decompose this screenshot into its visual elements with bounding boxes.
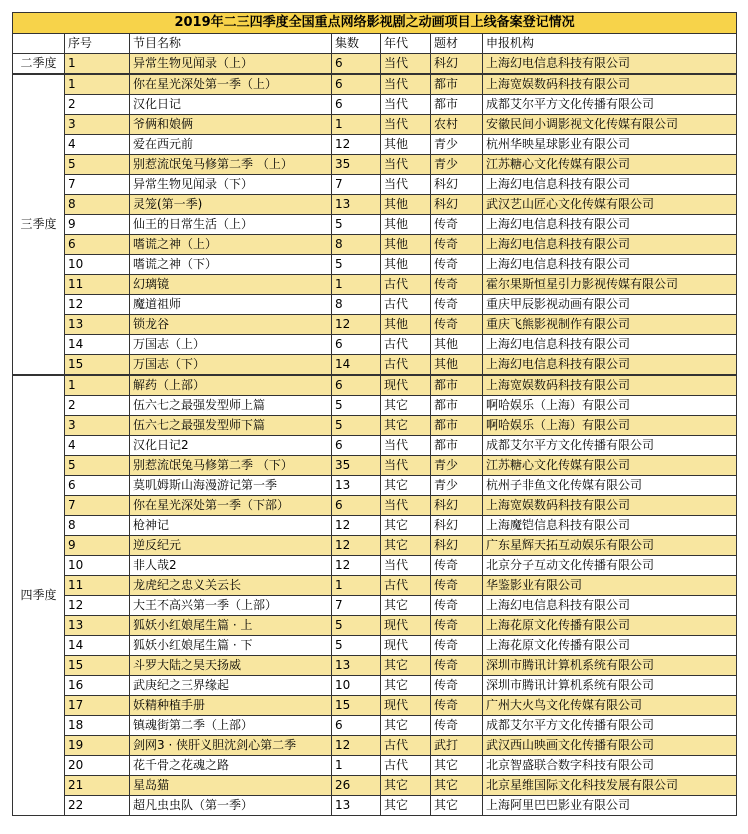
cell-index: 3 xyxy=(65,115,130,135)
cell-genre: 传奇 xyxy=(431,716,483,736)
cell-era: 古代 xyxy=(381,355,431,376)
cell-genre: 青少 xyxy=(431,155,483,175)
cell-genre: 传奇 xyxy=(431,676,483,696)
table-row xyxy=(13,416,737,436)
cell-genre: 其他 xyxy=(431,335,483,355)
cell-organization: 啊哈娱乐（上海）有限公司 xyxy=(483,396,737,416)
cell-index: 5 xyxy=(65,155,130,175)
table-row xyxy=(13,275,737,295)
cell-episodes: 13 xyxy=(332,476,381,496)
table-row xyxy=(13,696,737,716)
cell-organization: 成都艾尔平方文化传播有限公司 xyxy=(483,716,737,736)
cell-era: 其他 xyxy=(381,255,431,275)
cell-index: 11 xyxy=(65,275,130,295)
cell-organization: 上海花原文化传播有限公司 xyxy=(483,616,737,636)
table-row xyxy=(13,215,737,235)
cell-program-name: 魔道祖师 xyxy=(130,295,332,315)
cell-era: 其他 xyxy=(381,195,431,215)
cell-index: 1 xyxy=(65,375,130,396)
cell-genre: 传奇 xyxy=(431,636,483,656)
table-row xyxy=(13,115,737,135)
cell-program-name: 龙虎纪之忠义关云长 xyxy=(130,576,332,596)
cell-era: 其它 xyxy=(381,796,431,816)
cell-program-name: 斗罗大陆之昊天扬威 xyxy=(130,656,332,676)
cell-index: 7 xyxy=(65,175,130,195)
cell-genre: 都市 xyxy=(431,416,483,436)
table-row xyxy=(13,796,737,816)
cell-index: 13 xyxy=(65,315,130,335)
cell-genre: 都市 xyxy=(431,396,483,416)
cell-episodes: 5 xyxy=(332,255,381,275)
cell-organization: 江苏糖心文化传媒有限公司 xyxy=(483,155,737,175)
cell-episodes: 12 xyxy=(332,556,381,576)
cell-index: 10 xyxy=(65,255,130,275)
cell-episodes: 5 xyxy=(332,416,381,436)
cell-organization: 北京分子互动文化传播有限公司 xyxy=(483,556,737,576)
cell-genre: 传奇 xyxy=(431,295,483,315)
cell-program-name: 伍六七之最强发型师上篇 xyxy=(130,396,332,416)
table-row xyxy=(13,756,737,776)
cell-era: 其它 xyxy=(381,416,431,436)
cell-program-name: 超凡虫虫队（第一季） xyxy=(130,796,332,816)
cell-episodes: 12 xyxy=(332,536,381,556)
table-row xyxy=(13,375,737,396)
table-row xyxy=(13,596,737,616)
cell-era: 古代 xyxy=(381,335,431,355)
cell-era: 其它 xyxy=(381,676,431,696)
cell-genre: 都市 xyxy=(431,95,483,115)
cell-program-name: 别惹流氓兔马修第二季 （上） xyxy=(130,155,332,175)
cell-index: 14 xyxy=(65,636,130,656)
cell-era: 古代 xyxy=(381,736,431,756)
cell-program-name: 你在星光深处第一季（下部） xyxy=(130,496,332,516)
cell-index: 9 xyxy=(65,215,130,235)
table-row xyxy=(13,496,737,516)
cell-episodes: 13 xyxy=(332,796,381,816)
cell-organization: 上海宽娱数码科技有限公司 xyxy=(483,74,737,95)
cell-program-name: 非人哉2 xyxy=(130,556,332,576)
cell-genre: 传奇 xyxy=(431,576,483,596)
cell-episodes: 13 xyxy=(332,195,381,215)
table-row xyxy=(13,456,737,476)
cell-genre: 其它 xyxy=(431,796,483,816)
cell-program-name: 汉化日记 xyxy=(130,95,332,115)
cell-genre: 科幻 xyxy=(431,54,483,75)
cell-episodes: 1 xyxy=(332,275,381,295)
cell-index: 10 xyxy=(65,556,130,576)
cell-index: 15 xyxy=(65,355,130,376)
cell-program-name: 爱在西元前 xyxy=(130,135,332,155)
cell-organization: 安徽民间小调影视文化传媒有限公司 xyxy=(483,115,737,135)
cell-episodes: 15 xyxy=(332,696,381,716)
table-row xyxy=(13,295,737,315)
cell-episodes: 8 xyxy=(332,295,381,315)
table-row xyxy=(13,736,737,756)
cell-genre: 都市 xyxy=(431,375,483,396)
cell-index: 4 xyxy=(65,436,130,456)
header-index: 序号 xyxy=(65,34,130,54)
cell-episodes: 5 xyxy=(332,636,381,656)
cell-genre: 传奇 xyxy=(431,275,483,295)
table-row xyxy=(13,155,737,175)
table-row xyxy=(13,396,737,416)
cell-index: 9 xyxy=(65,536,130,556)
header-row xyxy=(13,34,737,54)
cell-program-name: 爷俩和娘俩 xyxy=(130,115,332,135)
cell-index: 11 xyxy=(65,576,130,596)
cell-episodes: 6 xyxy=(332,496,381,516)
cell-program-name: 别惹流氓兔马修第二季 （下） xyxy=(130,456,332,476)
cell-episodes: 6 xyxy=(332,95,381,115)
cell-program-name: 大王不高兴第一季（上部） xyxy=(130,596,332,616)
cell-organization: 广东星辉天拓互动娱乐有限公司 xyxy=(483,536,737,556)
cell-era: 其它 xyxy=(381,536,431,556)
cell-organization: 上海幻电信息科技有限公司 xyxy=(483,215,737,235)
cell-organization: 广州大火鸟文化传媒有限公司 xyxy=(483,696,737,716)
cell-era: 其它 xyxy=(381,596,431,616)
cell-index: 20 xyxy=(65,756,130,776)
table-row xyxy=(13,656,737,676)
cell-index: 3 xyxy=(65,416,130,436)
table-row xyxy=(13,436,737,456)
cell-episodes: 7 xyxy=(332,175,381,195)
cell-index: 6 xyxy=(65,235,130,255)
table-row xyxy=(13,616,737,636)
table-title: 2019年二三四季度全国重点网络影视剧之动画项目上线备案登记情况 xyxy=(13,13,737,34)
cell-era: 其他 xyxy=(381,215,431,235)
cell-era: 当代 xyxy=(381,556,431,576)
cell-episodes: 12 xyxy=(332,736,381,756)
cell-era: 其他 xyxy=(381,135,431,155)
cell-genre: 农村 xyxy=(431,115,483,135)
cell-era: 其它 xyxy=(381,516,431,536)
cell-episodes: 8 xyxy=(332,235,381,255)
cell-era: 现代 xyxy=(381,696,431,716)
cell-program-name: 莫叽姆斯山海漫游记第一季 xyxy=(130,476,332,496)
cell-organization: 北京星维国际文化科技发展有限公司 xyxy=(483,776,737,796)
cell-genre: 都市 xyxy=(431,74,483,95)
cell-episodes: 6 xyxy=(332,74,381,95)
table-row xyxy=(13,776,737,796)
cell-era: 当代 xyxy=(381,175,431,195)
cell-organization: 上海幻电信息科技有限公司 xyxy=(483,355,737,376)
cell-era: 当代 xyxy=(381,496,431,516)
cell-genre: 传奇 xyxy=(431,656,483,676)
cell-episodes: 10 xyxy=(332,676,381,696)
cell-genre: 科幻 xyxy=(431,536,483,556)
cell-genre: 科幻 xyxy=(431,175,483,195)
cell-genre: 科幻 xyxy=(431,195,483,215)
cell-organization: 北京智盛联合数字科技有限公司 xyxy=(483,756,737,776)
cell-program-name: 锁龙谷 xyxy=(130,315,332,335)
table-row xyxy=(13,54,737,75)
cell-era: 当代 xyxy=(381,95,431,115)
header-organization: 申报机构 xyxy=(483,34,737,54)
cell-episodes: 6 xyxy=(332,335,381,355)
cell-index: 7 xyxy=(65,496,130,516)
table-row xyxy=(13,355,737,376)
cell-index: 12 xyxy=(65,596,130,616)
cell-program-name: 幻璃镜 xyxy=(130,275,332,295)
cell-organization: 上海魔铠信息科技有限公司 xyxy=(483,516,737,536)
cell-era: 古代 xyxy=(381,756,431,776)
cell-episodes: 5 xyxy=(332,396,381,416)
cell-program-name: 武庚纪之三界缘起 xyxy=(130,676,332,696)
cell-genre: 青少 xyxy=(431,476,483,496)
cell-organization: 上海幻电信息科技有限公司 xyxy=(483,335,737,355)
cell-era: 当代 xyxy=(381,456,431,476)
cell-organization: 杭州子非鱼文化传媒有限公司 xyxy=(483,476,737,496)
cell-genre: 传奇 xyxy=(431,596,483,616)
header-genre: 题材 xyxy=(431,34,483,54)
cell-program-name: 花千骨之花魂之路 xyxy=(130,756,332,776)
cell-index: 18 xyxy=(65,716,130,736)
cell-episodes: 35 xyxy=(332,456,381,476)
cell-program-name: 剑网3 · 侠肝义胆沈剑心第二季 xyxy=(130,736,332,756)
cell-program-name: 异常生物见闻录（下） xyxy=(130,175,332,195)
cell-organization: 上海幻电信息科技有限公司 xyxy=(483,596,737,616)
table-row xyxy=(13,476,737,496)
cell-program-name: 嗜谎之神（下） xyxy=(130,255,332,275)
cell-era: 当代 xyxy=(381,54,431,75)
cell-genre: 其它 xyxy=(431,756,483,776)
cell-genre: 传奇 xyxy=(431,235,483,255)
cell-program-name: 异常生物见闻录（上） xyxy=(130,54,332,75)
cell-genre: 青少 xyxy=(431,135,483,155)
cell-program-name: 逆反纪元 xyxy=(130,536,332,556)
cell-era: 其它 xyxy=(381,656,431,676)
cell-genre: 科幻 xyxy=(431,496,483,516)
cell-episodes: 1 xyxy=(332,115,381,135)
cell-index: 16 xyxy=(65,676,130,696)
cell-era: 当代 xyxy=(381,155,431,175)
cell-organization: 霍尔果斯恒星引力影视传媒有限公司 xyxy=(483,275,737,295)
cell-index: 1 xyxy=(65,54,130,75)
cell-index: 14 xyxy=(65,335,130,355)
table-row xyxy=(13,636,737,656)
cell-organization: 华鉴影业有限公司 xyxy=(483,576,737,596)
cell-organization: 成都艾尔平方文化传播有限公司 xyxy=(483,436,737,456)
cell-index: 19 xyxy=(65,736,130,756)
cell-genre: 传奇 xyxy=(431,315,483,335)
cell-organization: 上海幻电信息科技有限公司 xyxy=(483,175,737,195)
header-episodes: 集数 xyxy=(332,34,381,54)
cell-organization: 上海花原文化传播有限公司 xyxy=(483,636,737,656)
cell-organization: 上海宽娱数码科技有限公司 xyxy=(483,496,737,516)
cell-genre: 传奇 xyxy=(431,255,483,275)
cell-organization: 江苏糖心文化传媒有限公司 xyxy=(483,456,737,476)
cell-era: 当代 xyxy=(381,436,431,456)
cell-organization: 武汉艺山匠心文化传媒有限公司 xyxy=(483,195,737,215)
cell-era: 其它 xyxy=(381,716,431,736)
cell-episodes: 6 xyxy=(332,716,381,736)
cell-index: 1 xyxy=(65,74,130,95)
cell-episodes: 1 xyxy=(332,576,381,596)
cell-program-name: 仙王的日常生活（上） xyxy=(130,215,332,235)
table-row xyxy=(13,315,737,335)
cell-organization: 武汉西山映画文化传播有限公司 xyxy=(483,736,737,756)
cell-era: 现代 xyxy=(381,616,431,636)
season-label: 四季度 xyxy=(13,375,65,816)
cell-program-name: 狐妖小红娘尾生篇 · 下 xyxy=(130,636,332,656)
cell-program-name: 镇魂街第二季（上部） xyxy=(130,716,332,736)
cell-organization: 成都艾尔平方文化传播有限公司 xyxy=(483,95,737,115)
cell-era: 当代 xyxy=(381,74,431,95)
table-row xyxy=(13,135,737,155)
cell-program-name: 解药（上部） xyxy=(130,375,332,396)
table-row xyxy=(13,175,737,195)
cell-organization: 上海幻电信息科技有限公司 xyxy=(483,54,737,75)
cell-episodes: 13 xyxy=(332,656,381,676)
cell-genre: 传奇 xyxy=(431,696,483,716)
cell-organization: 深圳市腾讯计算机系统有限公司 xyxy=(483,676,737,696)
table-row xyxy=(13,716,737,736)
cell-organization: 重庆飞熊影视制作有限公司 xyxy=(483,315,737,335)
cell-era: 其它 xyxy=(381,476,431,496)
cell-index: 12 xyxy=(65,295,130,315)
cell-episodes: 6 xyxy=(332,54,381,75)
cell-era: 当代 xyxy=(381,115,431,135)
cell-episodes: 35 xyxy=(332,155,381,175)
cell-program-name: 万国志（下） xyxy=(130,355,332,376)
cell-program-name: 灵笼(第一季) xyxy=(130,195,332,215)
cell-genre: 传奇 xyxy=(431,556,483,576)
cell-program-name: 万国志（上） xyxy=(130,335,332,355)
table-row xyxy=(13,335,737,355)
cell-organization: 杭州华映星球影业有限公司 xyxy=(483,135,737,155)
cell-era: 其它 xyxy=(381,776,431,796)
cell-program-name: 你在星光深处第一季（上） xyxy=(130,74,332,95)
cell-program-name: 星岛猫 xyxy=(130,776,332,796)
cell-index: 5 xyxy=(65,456,130,476)
cell-index: 8 xyxy=(65,516,130,536)
cell-program-name: 枪神记 xyxy=(130,516,332,536)
cell-episodes: 7 xyxy=(332,596,381,616)
table-row xyxy=(13,255,737,275)
cell-organization: 上海宽娱数码科技有限公司 xyxy=(483,375,737,396)
table-row xyxy=(13,74,737,95)
table-row xyxy=(13,576,737,596)
cell-era: 现代 xyxy=(381,636,431,656)
cell-episodes: 12 xyxy=(332,315,381,335)
cell-episodes: 5 xyxy=(332,616,381,636)
cell-program-name: 狐妖小红娘尾生篇 · 上 xyxy=(130,616,332,636)
cell-index: 2 xyxy=(65,95,130,115)
season-label: 二季度 xyxy=(13,54,65,75)
cell-genre: 青少 xyxy=(431,456,483,476)
cell-era: 古代 xyxy=(381,576,431,596)
cell-index: 6 xyxy=(65,476,130,496)
cell-organization: 上海阿里巴巴影业有限公司 xyxy=(483,796,737,816)
cell-era: 其他 xyxy=(381,235,431,255)
table-row xyxy=(13,676,737,696)
cell-era: 其它 xyxy=(381,396,431,416)
cell-program-name: 汉化日记2 xyxy=(130,436,332,456)
cell-organization: 上海幻电信息科技有限公司 xyxy=(483,235,737,255)
cell-index: 4 xyxy=(65,135,130,155)
cell-episodes: 26 xyxy=(332,776,381,796)
cell-index: 8 xyxy=(65,195,130,215)
cell-organization: 上海幻电信息科技有限公司 xyxy=(483,255,737,275)
cell-index: 13 xyxy=(65,616,130,636)
cell-episodes: 12 xyxy=(332,135,381,155)
header-season-blank xyxy=(13,34,65,54)
cell-index: 21 xyxy=(65,776,130,796)
cell-organization: 啊哈娱乐（上海）有限公司 xyxy=(483,416,737,436)
header-era: 年代 xyxy=(381,34,431,54)
cell-genre: 其他 xyxy=(431,355,483,376)
cell-episodes: 14 xyxy=(332,355,381,376)
cell-program-name: 伍六七之最强发型师下篇 xyxy=(130,416,332,436)
season-label: 三季度 xyxy=(13,74,65,375)
cell-era: 古代 xyxy=(381,275,431,295)
spreadsheet xyxy=(12,12,736,816)
table-row xyxy=(13,235,737,255)
cell-program-name: 嗜谎之神（上） xyxy=(130,235,332,255)
table-row xyxy=(13,95,737,115)
cell-program-name: 妖精种植手册 xyxy=(130,696,332,716)
cell-index: 15 xyxy=(65,656,130,676)
cell-organization: 深圳市腾讯计算机系统有限公司 xyxy=(483,656,737,676)
cell-episodes: 12 xyxy=(332,516,381,536)
cell-episodes: 6 xyxy=(332,375,381,396)
header-program-name: 节目名称 xyxy=(130,34,332,54)
cell-index: 2 xyxy=(65,396,130,416)
filing-table xyxy=(12,12,737,816)
cell-genre: 传奇 xyxy=(431,215,483,235)
cell-index: 22 xyxy=(65,796,130,816)
cell-era: 其他 xyxy=(381,315,431,335)
table-row xyxy=(13,195,737,215)
cell-era: 古代 xyxy=(381,295,431,315)
table-row xyxy=(13,516,737,536)
table-row xyxy=(13,556,737,576)
cell-genre: 传奇 xyxy=(431,616,483,636)
cell-episodes: 6 xyxy=(332,436,381,456)
cell-genre: 其它 xyxy=(431,776,483,796)
cell-episodes: 1 xyxy=(332,756,381,776)
cell-genre: 武打 xyxy=(431,736,483,756)
cell-era: 现代 xyxy=(381,375,431,396)
cell-organization: 重庆甲辰影视动画有限公司 xyxy=(483,295,737,315)
cell-index: 17 xyxy=(65,696,130,716)
cell-episodes: 5 xyxy=(332,215,381,235)
table-row xyxy=(13,536,737,556)
cell-genre: 都市 xyxy=(431,436,483,456)
cell-genre: 科幻 xyxy=(431,516,483,536)
